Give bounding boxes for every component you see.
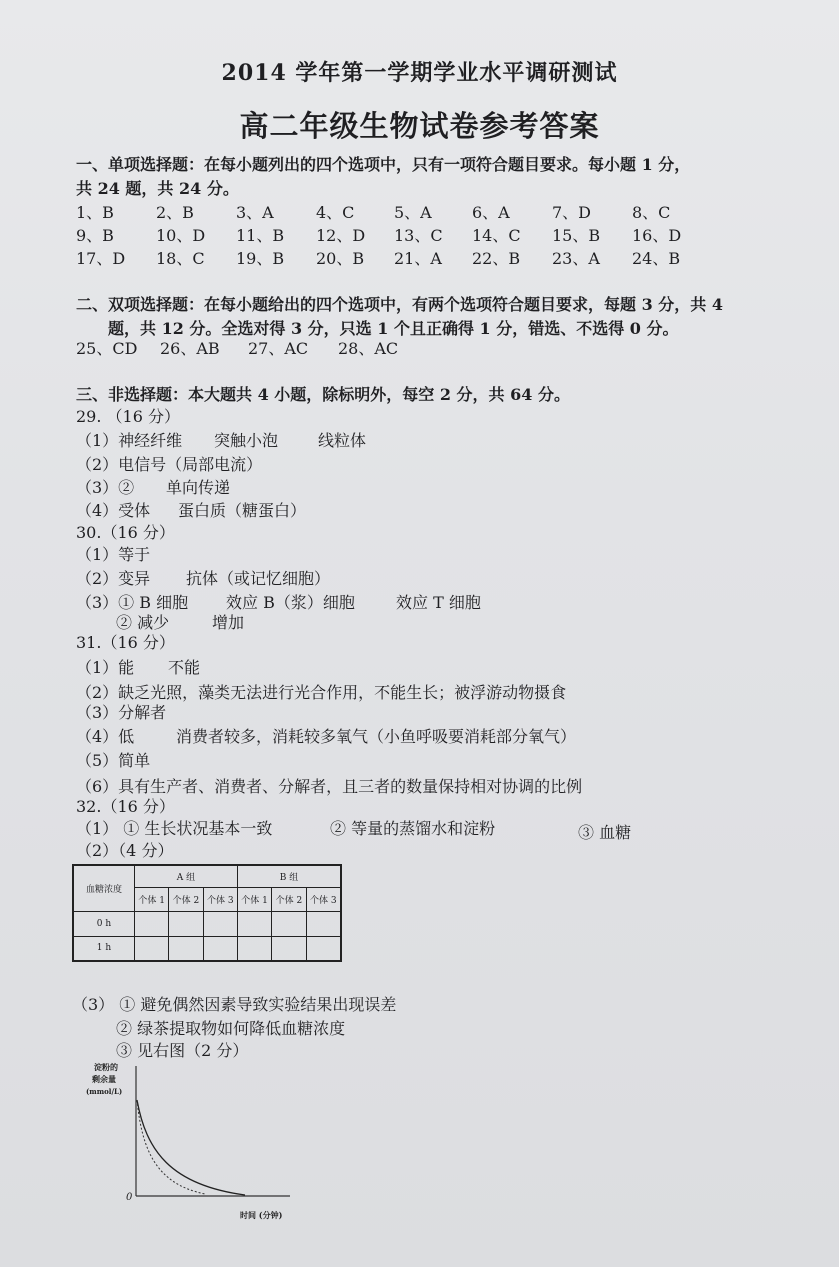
graph-curve-dashed (137, 1100, 205, 1194)
table-column-header: 个体 1 (135, 887, 169, 911)
q31-answer-2: （2）缺乏光照，藻类无法进行光合作用，不能生长；被浮游动物摄食 (76, 683, 567, 702)
answer-item: 10、D (156, 226, 206, 245)
graph-ylabel-line1: 淀粉的 (94, 1062, 118, 1072)
table-row (73, 936, 341, 961)
answer-item: 26、AB (160, 339, 220, 358)
q30-heading: 30.（16 分） (76, 523, 175, 542)
q29-answer-3a: （3）② (76, 478, 135, 497)
table-cell (169, 936, 203, 961)
answer-item: 17、D (76, 249, 126, 268)
graph-ylabel-unit: (mmol/L) (86, 1087, 123, 1096)
answer-item: 16、D (632, 226, 682, 245)
table-cell (203, 911, 237, 936)
q29-answer-4b: 蛋白质（糖蛋白） (178, 501, 307, 520)
table-cell (272, 936, 306, 961)
q29-answer-1c: 线粒体 (318, 431, 367, 450)
q29-answer-1a: （1）神经纤维 (76, 431, 183, 450)
answer-item: 1、B (76, 203, 114, 222)
q32-answer-3-2: ② 绿茶提取物如何降低血糖浓度 (116, 1019, 346, 1038)
table-cell (272, 911, 306, 936)
answer-item: 6、A (472, 203, 510, 222)
answer-item: 11、B (236, 226, 285, 245)
q29-answer-2: （2）电信号（局部电流） (76, 455, 263, 474)
q30-answer-2a: （2）变异 (76, 569, 151, 588)
table-group-header: A 组 (135, 865, 238, 887)
q30-answer-2b: 抗体（或记忆细胞） (186, 569, 331, 588)
section1-heading-line1: 一、单项选择题：在每小题列出的四个选项中，只有一项符合题目要求。每小题 1 分， (76, 155, 691, 174)
table-row (73, 911, 341, 936)
answer-item: 18、C (156, 249, 205, 268)
q31-answer-5: （5）简单 (76, 751, 151, 770)
q32-heading: 32.（16 分） (76, 797, 175, 816)
q29-answer-3b: 单向传递 (166, 478, 231, 497)
q31-heading: 31.（16 分） (76, 633, 175, 652)
graph-ylabel-line2: 剩余量 (92, 1074, 116, 1084)
q32-answer-3-3: ③ 见右图（2 分） (116, 1041, 249, 1060)
answer-item: 5、A (394, 203, 432, 222)
answer-item: 13、C (394, 226, 443, 245)
q29-heading: 29. （16 分） (76, 407, 180, 426)
q32-answer-1a: （1） ① 生长状况基本一致 (76, 819, 273, 838)
q31-answer-1b: 不能 (168, 658, 201, 677)
starch-remaining-graph (80, 1060, 320, 1230)
exam-title: 2014 学年第一学期学业水平调研测试 (221, 60, 618, 86)
table-row-header: 1 h (73, 936, 135, 961)
answer-item: 15、B (552, 226, 601, 245)
q32-answer-2: （2）（4 分） (76, 841, 174, 860)
table-cell (237, 936, 271, 961)
section2-heading-line2: 题，共 12 分。全选对得 3 分，只选 1 个且正确得 1 分，错选、不选得 0 分。 (108, 319, 679, 338)
answer-item: 2、B (156, 203, 194, 222)
graph-origin-label: 0 (126, 1192, 133, 1203)
table-cell (135, 936, 169, 961)
q31-answer-4b: 消费者较多，消耗较多氧气（小鱼呼吸要消耗部分氧气） (176, 727, 577, 746)
table-cell (306, 911, 341, 936)
answer-item: 19、B (236, 249, 285, 268)
table-column-header: 个体 2 (169, 887, 203, 911)
answer-item: 7、D (552, 203, 592, 222)
answer-item: 21、A (394, 249, 442, 268)
answer-item: 24、B (632, 249, 681, 268)
q31-answer-3: （3）分解者 (76, 703, 167, 722)
graph-curve-solid (137, 1100, 245, 1195)
q30-answer-3d: ② 减少 (116, 613, 170, 632)
answer-item: 9、B (76, 226, 114, 245)
table-group-header: B 组 (237, 865, 341, 887)
section3-heading: 三、非选择题：本大题共 4 小题，除标明外，每空 2 分，共 64 分。 (76, 385, 570, 404)
q29-answer-4a: （4）受体 (76, 501, 151, 520)
q32-answer-3-1: （3） ① 避免偶然因素导致实验结果出现误差 (72, 995, 397, 1014)
q30-answer-3c: 效应 T 细胞 (396, 593, 481, 612)
table-cell (169, 911, 203, 936)
table-column-header: 个体 2 (272, 887, 306, 911)
table-column-header: 个体 3 (306, 887, 341, 911)
answer-item: 8、C (632, 203, 671, 222)
answer-item: 25、CD (76, 339, 138, 358)
answer-item: 12、D (316, 226, 366, 245)
table-cell (135, 911, 169, 936)
section2-heading-line1: 二、双项选择题：在每小题给出的四个选项中，有两个选项符合题目要求，每题 3 分，共 4 (76, 295, 723, 314)
answer-item: 3、A (236, 203, 274, 222)
q30-answer-1: （1）等于 (76, 545, 151, 564)
q30-answer-3b: 效应 B（浆）细胞 (226, 593, 355, 612)
answer-item: 22、B (472, 249, 521, 268)
table-cell (306, 936, 341, 961)
answer-item: 23、A (552, 249, 600, 268)
q31-answer-4a: （4）低 (76, 727, 135, 746)
answer-item: 20、B (316, 249, 365, 268)
table-column-header: 个体 3 (203, 887, 237, 911)
answer-item: 27、AC (248, 339, 309, 358)
table-row-header: 0 h (73, 911, 135, 936)
q31-answer-6: （6）具有生产者、消费者、分解者，且三者的数量保持相对协调的比例 (76, 777, 583, 796)
q31-answer-1a: （1）能 (76, 658, 135, 677)
answer-item: 14、C (472, 226, 521, 245)
q29-answer-1b: 突触小泡 (214, 431, 279, 450)
answer-item: 28、AC (338, 339, 399, 358)
exam-subtitle: 高二年级生物试卷参考答案 (239, 109, 600, 143)
blood-glucose-table (72, 864, 342, 962)
section1-heading-line2: 共 24 题，共 24 分。 (76, 179, 239, 198)
q32-answer-1b: ② 等量的蒸馏水和淀粉 (330, 819, 496, 838)
table-cell (237, 911, 271, 936)
table-cell (203, 936, 237, 961)
q32-answer-1c: ③ 血糖 (578, 823, 632, 842)
table-corner-header: 血糖浓度 (73, 865, 135, 911)
q30-answer-3a: （3）① B 细胞 (76, 593, 189, 612)
answer-item: 4、C (316, 203, 355, 222)
q30-answer-3e: 增加 (212, 613, 245, 632)
table-column-header: 个体 1 (237, 887, 271, 911)
graph-xlabel: 时间 (分钟) (240, 1210, 283, 1220)
